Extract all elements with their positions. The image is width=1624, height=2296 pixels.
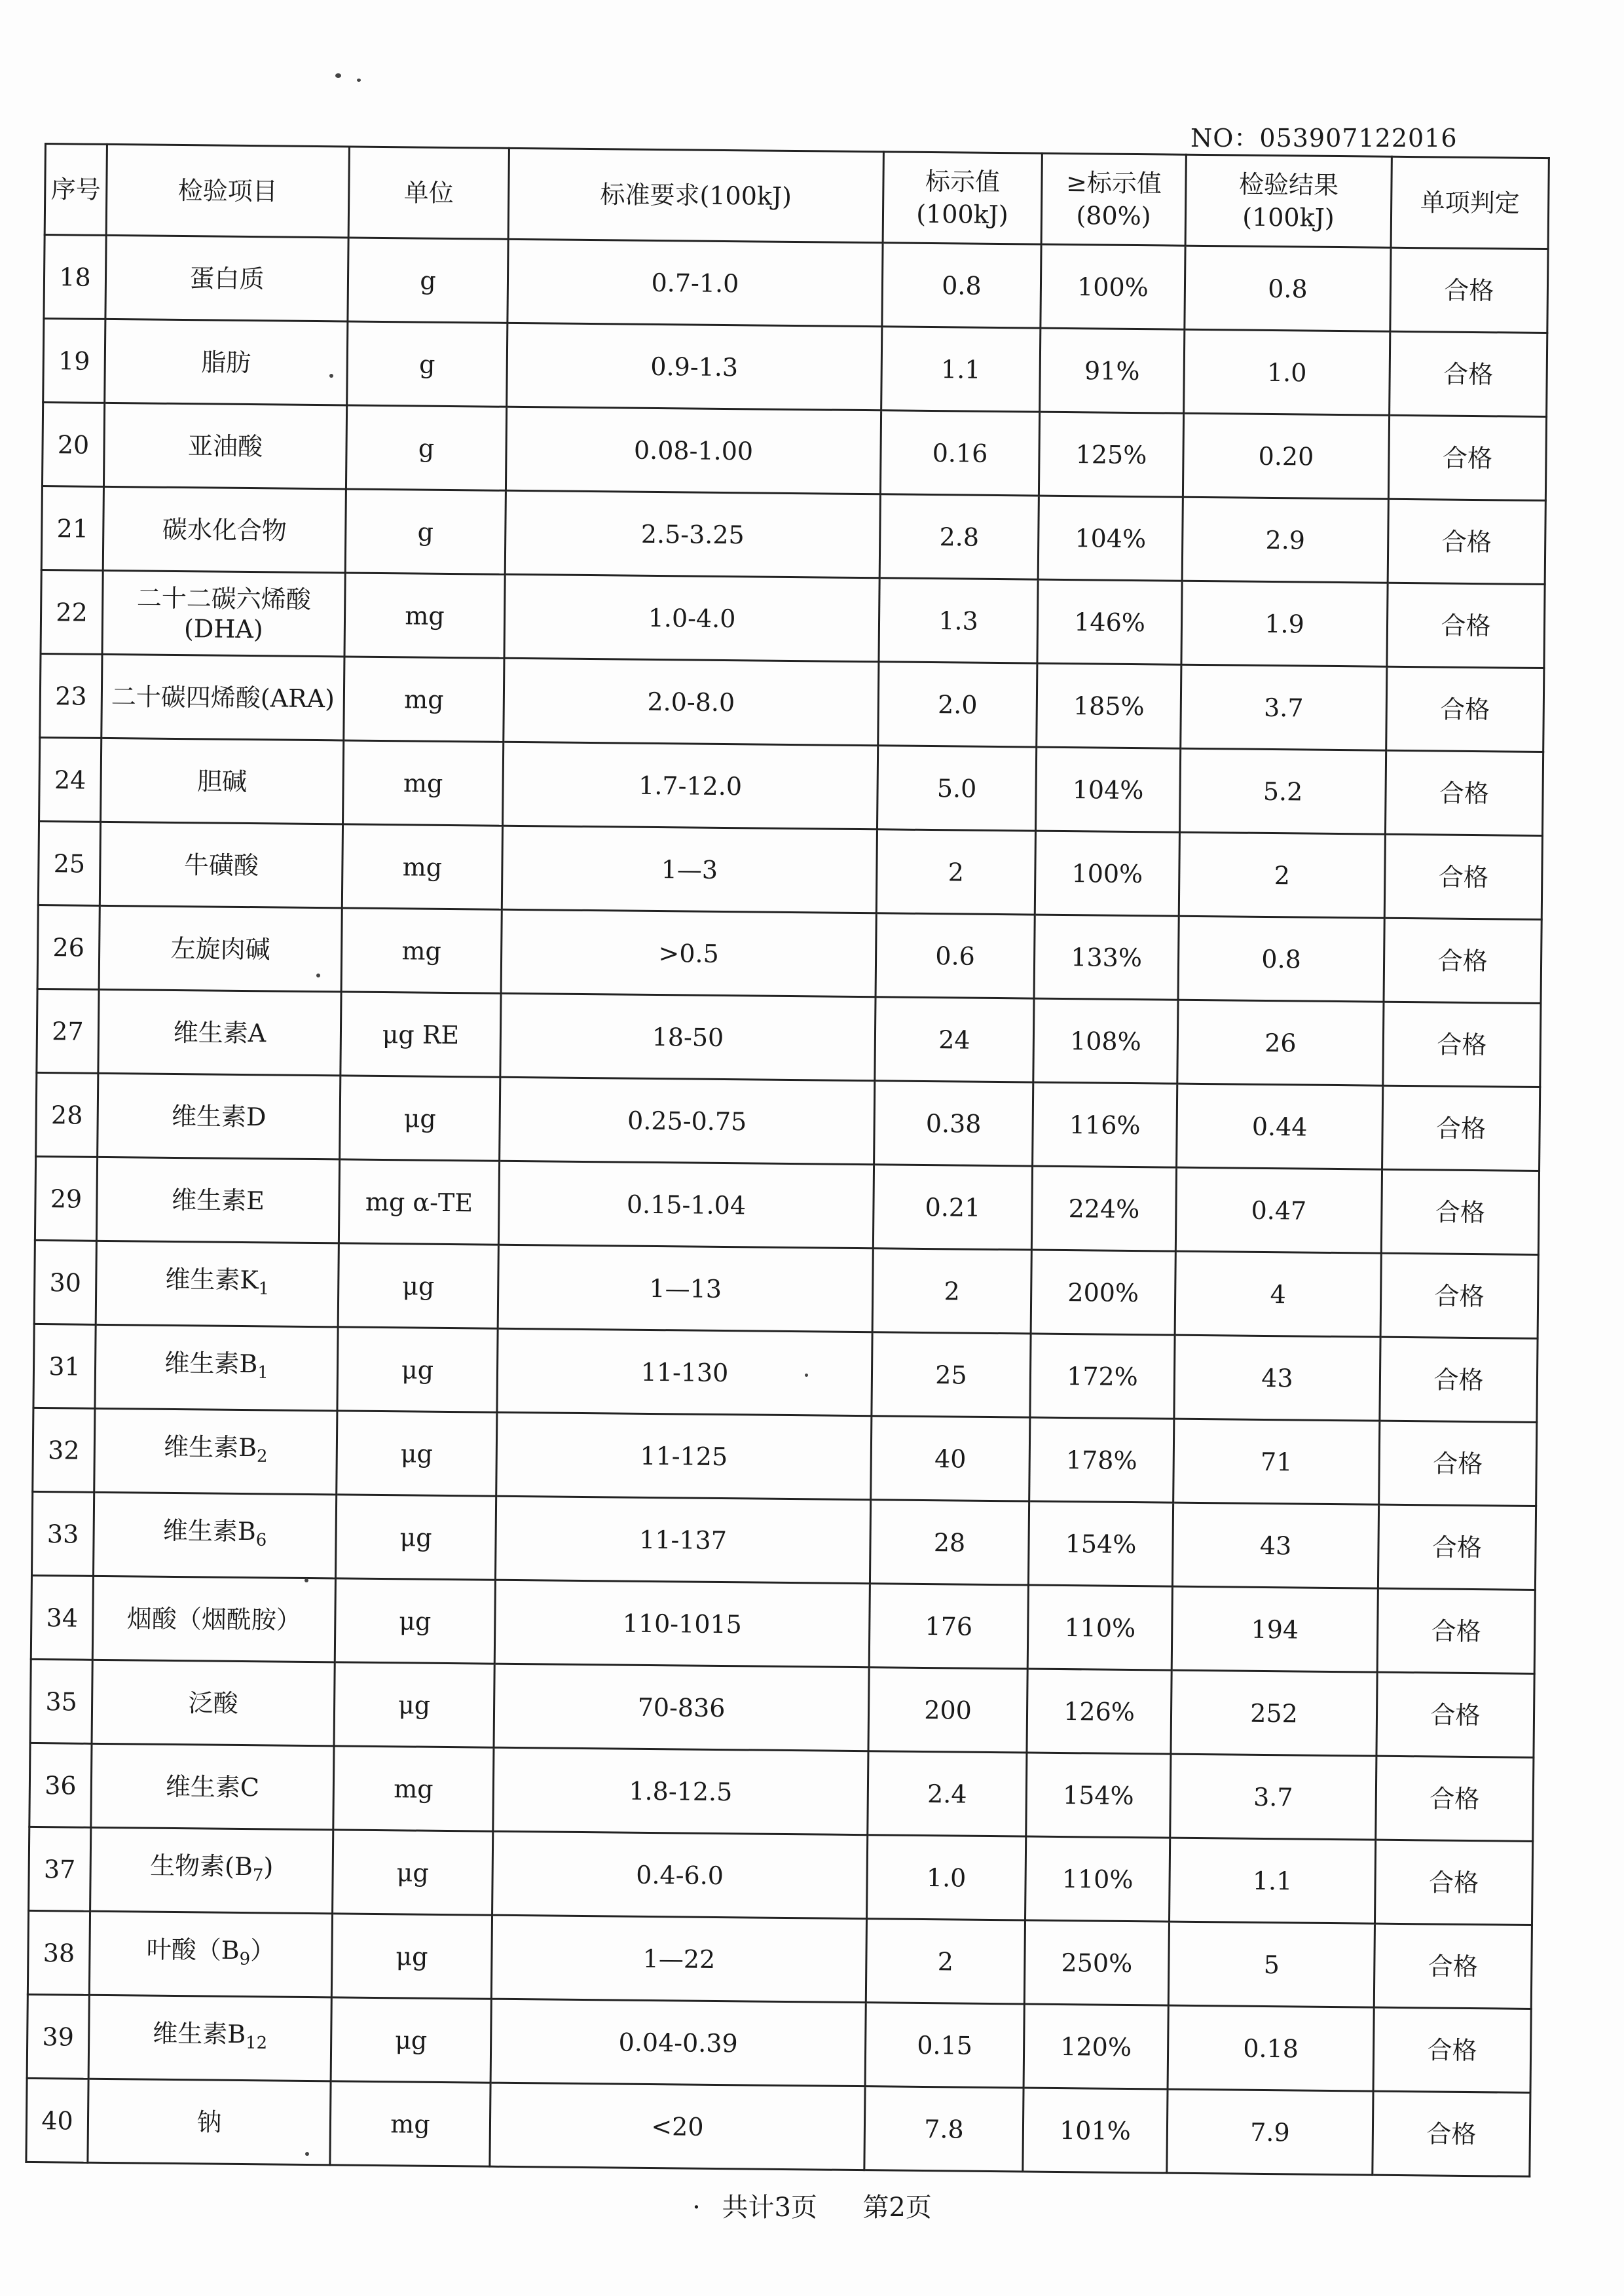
item-name: 胆碱 xyxy=(196,766,248,796)
item-name-line2: (DHA) xyxy=(183,613,263,644)
cell-item xyxy=(100,822,342,908)
cell-judgement: 合格 xyxy=(1390,331,1547,416)
cell-unit: g xyxy=(345,489,506,574)
cell-percent: 250% xyxy=(1024,1920,1169,2005)
cell-standard: 0.9-1.3 xyxy=(507,323,882,410)
cell-result: 1.0 xyxy=(1184,329,1390,415)
cell-unit: mg xyxy=(341,908,502,993)
cell-judgement: 合格 xyxy=(1390,247,1548,333)
table-header-row xyxy=(45,144,1549,249)
cell-unit: mg xyxy=(342,824,502,909)
cell-label-value: 2.8 xyxy=(879,494,1039,579)
cell-result: 0.8 xyxy=(1185,246,1391,331)
cell-item xyxy=(91,1743,334,1830)
cell-seq: 27 xyxy=(37,989,99,1073)
cell-standard: 0.04-0.39 xyxy=(490,1999,866,2086)
cell-item xyxy=(98,1073,341,1159)
cell-result: 7.9 xyxy=(1167,2089,1373,2175)
cell-unit: μg xyxy=(335,1578,495,1664)
cell-percent: 100% xyxy=(1035,831,1179,916)
cell-judgement: 合格 xyxy=(1374,1923,1532,2009)
cell-result: 0.47 xyxy=(1175,1167,1382,1253)
cell-label-value: 7.8 xyxy=(864,2086,1024,2172)
cell-item xyxy=(90,1827,333,1914)
cell-standard: <20 xyxy=(490,2083,865,2170)
item-subscript: 9 xyxy=(239,1949,251,1969)
cell-standard: 70-836 xyxy=(494,1664,869,1751)
cell-seq: 26 xyxy=(37,905,100,989)
cell-label-value: 1.3 xyxy=(879,578,1038,663)
cell-result: 3.7 xyxy=(1170,1754,1376,1840)
table-row xyxy=(35,1156,1539,1254)
cell-seq: 31 xyxy=(33,1324,96,1408)
cell-judgement: 合格 xyxy=(1377,1588,1535,1673)
cell-result: 0.8 xyxy=(1178,916,1384,1002)
cell-unit: μg xyxy=(340,1076,500,1161)
cell-percent: 200% xyxy=(1031,1250,1175,1335)
scan-speck xyxy=(335,73,341,78)
item-name: 维生素B xyxy=(164,1348,258,1378)
table-row xyxy=(37,905,1541,1003)
cell-percent: 104% xyxy=(1038,496,1183,581)
cell-label-value: 2.0 xyxy=(878,662,1037,747)
item-name: 蛋白质 xyxy=(189,263,265,293)
cell-label-value: 5.0 xyxy=(877,746,1036,831)
cell-seq: 39 xyxy=(27,1994,89,2079)
cell-result: 43 xyxy=(1174,1335,1380,1421)
cell-item xyxy=(105,235,348,321)
cell-judgement: 合格 xyxy=(1385,750,1543,835)
item-name: 维生素C xyxy=(165,1772,260,1802)
header-label-value-line2: (100kJ) xyxy=(916,199,1008,230)
cell-label-value: 25 xyxy=(872,1332,1031,1417)
cell-standard: 2.0-8.0 xyxy=(504,658,879,745)
cell-judgement: 合格 xyxy=(1388,499,1545,584)
cell-unit: mg α-TE xyxy=(339,1159,499,1245)
item-name: 牛磺酸 xyxy=(183,850,259,880)
cell-seq: 35 xyxy=(30,1659,92,1743)
cell-standard: 11-130 xyxy=(497,1328,872,1415)
cell-unit: mg xyxy=(344,573,505,658)
cell-item xyxy=(103,486,346,573)
cell-label-value: 2 xyxy=(866,1919,1025,2004)
header-result-line2: (100kJ) xyxy=(1242,202,1335,232)
table-row xyxy=(28,1910,1532,2009)
cell-label-value: 24 xyxy=(875,997,1034,1082)
table-row xyxy=(31,1575,1535,1673)
cell-judgement: 合格 xyxy=(1373,2007,1531,2092)
cell-judgement: 合格 xyxy=(1376,1756,1534,1841)
cell-percent: 126% xyxy=(1027,1669,1172,1754)
cell-label-value: 0.8 xyxy=(882,243,1041,328)
table-row xyxy=(42,402,1546,500)
item-name: 叶酸（B xyxy=(146,1935,240,1965)
item-subscript: 1 xyxy=(257,1362,268,1383)
cell-judgement: 合格 xyxy=(1379,1421,1537,1506)
cell-label-value: 2 xyxy=(876,829,1035,915)
item-name: 维生素B xyxy=(163,1432,257,1462)
cell-standard: 1.0-4.0 xyxy=(504,574,879,661)
cell-percent: 101% xyxy=(1023,2088,1168,2173)
cell-item xyxy=(101,654,344,740)
item-subscript: 1 xyxy=(258,1279,270,1299)
item-name: 脂肪 xyxy=(201,347,251,377)
scan-speck xyxy=(316,974,320,977)
cell-result: 1.9 xyxy=(1181,581,1388,666)
page-footer xyxy=(0,2187,1624,2224)
cell-seq: 28 xyxy=(36,1072,98,1157)
item-name: 泛酸 xyxy=(188,1688,238,1718)
scan-speck xyxy=(304,1578,308,1582)
header-result xyxy=(1185,155,1392,247)
cell-unit: mg xyxy=(330,2081,490,2166)
cell-label-value: 1.1 xyxy=(881,327,1041,412)
cell-seq: 36 xyxy=(29,1743,92,1827)
cell-item xyxy=(93,1492,336,1578)
cell-percent: 154% xyxy=(1026,1753,1171,1838)
cell-item xyxy=(92,1660,335,1746)
cell-label-value: 28 xyxy=(870,1500,1029,1585)
cell-unit: μg xyxy=(335,1495,496,1580)
header-label-value xyxy=(883,152,1042,244)
cell-item xyxy=(103,403,346,489)
cell-judgement: 合格 xyxy=(1383,1002,1541,1087)
cell-result: 5 xyxy=(1168,1922,1375,2007)
cell-seq: 32 xyxy=(33,1408,95,1492)
item-name: 维生素B xyxy=(162,1516,257,1546)
cell-percent: 146% xyxy=(1037,579,1182,665)
cell-percent: 110% xyxy=(1025,1836,1170,1922)
item-name-tail: ） xyxy=(250,1935,276,1965)
item-name: 维生素K xyxy=(165,1264,259,1294)
scan-speck xyxy=(305,2152,309,2156)
item-name: 碳水化合物 xyxy=(162,515,287,545)
cell-judgement: 合格 xyxy=(1388,415,1546,500)
item-name: 维生素E xyxy=(171,1185,265,1215)
cell-judgement: 合格 xyxy=(1384,834,1542,919)
cell-judgement: 合格 xyxy=(1375,1840,1532,1925)
scan-speck xyxy=(357,79,361,82)
cell-standard: 11-125 xyxy=(496,1412,872,1499)
cell-judgement: 合格 xyxy=(1386,666,1544,752)
cell-item xyxy=(102,570,345,657)
cell-seq: 34 xyxy=(31,1575,93,1660)
header-unit: 单位 xyxy=(348,147,509,239)
item-name-tail: ) xyxy=(263,1852,274,1882)
cell-result: 1.1 xyxy=(1169,1838,1375,1923)
table-row xyxy=(40,653,1544,752)
table-row xyxy=(39,737,1543,835)
cell-seq: 33 xyxy=(31,1491,94,1576)
cell-label-value: 1.0 xyxy=(867,1835,1026,1920)
cell-seq: 30 xyxy=(34,1240,96,1324)
cell-item xyxy=(92,1576,335,1662)
cell-seq: 37 xyxy=(29,1827,91,1911)
cell-label-value: 0.16 xyxy=(880,410,1039,496)
item-subscript: 12 xyxy=(245,2033,268,2053)
cell-percent: 172% xyxy=(1030,1334,1175,1419)
table-row xyxy=(31,1491,1536,1590)
table-row xyxy=(27,1994,1531,2092)
table-row xyxy=(29,1743,1534,1841)
cell-label-value: 0.6 xyxy=(876,913,1035,998)
cell-percent: 104% xyxy=(1035,747,1180,832)
cell-seq: 24 xyxy=(39,737,101,822)
item-name: 二十二碳六烯酸 xyxy=(136,583,312,614)
cell-unit: mg xyxy=(333,1746,494,1831)
cell-percent: 133% xyxy=(1034,915,1179,1000)
cell-percent: 120% xyxy=(1024,2004,1168,2089)
cell-item xyxy=(96,1241,339,1327)
footer-total-pages: 共计3页 xyxy=(722,2193,817,2223)
cell-standard: 18-50 xyxy=(500,993,876,1080)
cell-label-value: 0.38 xyxy=(874,1081,1033,1166)
cell-item xyxy=(101,738,344,824)
cell-seq: 25 xyxy=(38,821,100,905)
table-row xyxy=(38,821,1542,919)
cell-percent: 224% xyxy=(1031,1166,1176,1251)
header-seq: 序号 xyxy=(45,144,107,236)
cell-percent: 125% xyxy=(1039,412,1183,497)
cell-seq: 20 xyxy=(42,402,104,486)
cell-seq: 40 xyxy=(26,2078,88,2162)
cell-standard: 0.08-1.00 xyxy=(506,407,881,494)
cell-judgement: 合格 xyxy=(1376,1672,1534,1757)
inspection-table-wrapper xyxy=(25,143,1548,2178)
cell-unit: μg xyxy=(337,1327,498,1412)
cell-result: 2 xyxy=(1179,832,1385,918)
cell-standard: 0.4-6.0 xyxy=(492,1831,868,1918)
cell-unit: mg xyxy=(343,740,504,826)
cell-percent: 108% xyxy=(1033,998,1178,1084)
header-percent xyxy=(1041,153,1186,246)
item-name: 二十碳四烯酸(ARA) xyxy=(111,682,335,713)
cell-percent: 91% xyxy=(1040,328,1185,413)
cell-item xyxy=(95,1324,338,1411)
cell-label-value: 0.15 xyxy=(865,2003,1024,2088)
cell-standard: 2.5-3.25 xyxy=(505,490,880,577)
table-row xyxy=(37,989,1541,1087)
table-row xyxy=(26,2078,1530,2176)
cell-result: 5.2 xyxy=(1179,748,1386,834)
cell-item xyxy=(99,905,342,992)
cell-percent: 116% xyxy=(1033,1082,1177,1167)
item-name: 烟酸（烟酰胺） xyxy=(126,1603,302,1635)
item-name: 维生素B xyxy=(153,2018,246,2049)
cell-standard: 0.15-1.04 xyxy=(498,1161,874,1248)
cell-result: 0.44 xyxy=(1177,1084,1383,1169)
cell-item xyxy=(98,989,341,1076)
cell-standard: 1—13 xyxy=(498,1245,873,1332)
cell-label-value: 176 xyxy=(869,1584,1028,1669)
cell-percent: 100% xyxy=(1041,244,1185,329)
item-subscript: 2 xyxy=(256,1446,268,1467)
cell-item xyxy=(105,319,348,405)
cell-unit: μg xyxy=(337,1411,497,1496)
cell-judgement: 合格 xyxy=(1384,918,1541,1003)
item-subscript: 6 xyxy=(255,1530,267,1550)
cell-unit: g xyxy=(347,321,507,407)
cell-seq: 21 xyxy=(41,486,103,570)
cell-standard: 11-137 xyxy=(495,1496,870,1583)
inspection-table xyxy=(25,143,1550,2178)
header-judgement: 单项判定 xyxy=(1391,156,1549,249)
header-percent-line2: (80%) xyxy=(1076,201,1151,231)
item-name: 维生素D xyxy=(171,1101,267,1131)
cell-seq: 19 xyxy=(43,319,105,403)
cell-result: 0.20 xyxy=(1183,413,1389,499)
cell-standard: >0.5 xyxy=(501,909,876,996)
cell-seq: 22 xyxy=(41,570,103,654)
table-row xyxy=(30,1659,1534,1757)
cell-judgement: 合格 xyxy=(1387,583,1545,668)
cell-label-value: 2.4 xyxy=(868,1751,1027,1836)
header-result-line1: 检验结果 xyxy=(1238,170,1339,200)
header-percent-line1: ≥标示值 xyxy=(1065,168,1162,198)
cell-label-value: 200 xyxy=(868,1667,1027,1753)
cell-unit: μg xyxy=(333,1830,493,1915)
cell-item xyxy=(88,1995,331,2081)
cell-result: 2.9 xyxy=(1182,497,1388,583)
cell-standard: 0.25-0.75 xyxy=(500,1077,875,1164)
cell-result: 0.18 xyxy=(1168,2005,1374,2091)
header-item: 检验项目 xyxy=(106,144,349,238)
table-row xyxy=(43,319,1547,417)
footer-current-page: 第2页 xyxy=(862,2193,932,2223)
cell-unit: mg xyxy=(344,657,504,742)
cell-seq: 18 xyxy=(44,235,106,319)
cell-percent: 154% xyxy=(1028,1501,1173,1586)
item-subscript: 7 xyxy=(252,1865,264,1886)
cell-item xyxy=(88,2079,331,2165)
table-row xyxy=(33,1408,1537,1506)
table-row xyxy=(41,570,1545,668)
cell-result: 3.7 xyxy=(1181,665,1387,750)
cell-label-value: 2 xyxy=(872,1248,1031,1334)
cell-standard: 1—3 xyxy=(502,826,877,913)
cell-judgement: 合格 xyxy=(1382,1085,1540,1171)
scan-speck xyxy=(805,1374,808,1377)
cell-percent: 178% xyxy=(1029,1417,1174,1503)
cell-standard: 1—22 xyxy=(491,1915,866,2002)
cell-unit: μg xyxy=(331,1914,492,1999)
cell-result: 71 xyxy=(1173,1419,1380,1504)
cell-unit: μg RE xyxy=(341,992,501,1077)
cell-judgement: 合格 xyxy=(1380,1253,1538,1338)
cell-judgement: 合格 xyxy=(1373,2091,1530,2176)
item-name: 维生素A xyxy=(173,1017,267,1048)
header-label-value-line1: 标示值 xyxy=(925,166,1001,197)
cell-unit: g xyxy=(348,238,508,323)
scan-speck xyxy=(329,374,333,378)
cell-unit: g xyxy=(346,405,506,490)
table-row xyxy=(36,1072,1540,1171)
cell-unit: μg xyxy=(334,1662,494,1747)
cell-result: 4 xyxy=(1175,1251,1381,1337)
item-name: 亚油酸 xyxy=(187,431,263,461)
cell-judgement: 合格 xyxy=(1381,1169,1539,1254)
cell-judgement: 合格 xyxy=(1378,1504,1536,1590)
cell-item xyxy=(96,1157,339,1243)
item-name: 生物素(B xyxy=(149,1851,253,1881)
cell-result: 194 xyxy=(1172,1586,1378,1672)
header-standard: 标准要求(100kJ) xyxy=(508,148,883,242)
cell-unit: μg xyxy=(331,1997,491,2083)
item-name: 左旋肉碱 xyxy=(170,934,270,964)
table-row xyxy=(33,1324,1538,1422)
cell-seq: 23 xyxy=(40,653,102,738)
cell-result: 252 xyxy=(1171,1670,1377,1756)
table-row xyxy=(34,1240,1538,1338)
cell-unit: μg xyxy=(338,1243,498,1328)
item-name: 钠 xyxy=(196,2107,222,2137)
table-row xyxy=(29,1827,1533,1925)
cell-label-value: 40 xyxy=(871,1416,1030,1501)
cell-result: 26 xyxy=(1177,1000,1384,1085)
cell-percent: 185% xyxy=(1037,663,1181,748)
cell-seq: 38 xyxy=(28,1910,90,1995)
table-row xyxy=(44,235,1548,333)
cell-percent: 110% xyxy=(1027,1585,1172,1670)
cell-standard: 1.7-12.0 xyxy=(503,742,878,829)
cell-result: 43 xyxy=(1172,1503,1378,1588)
cell-label-value: 0.21 xyxy=(873,1165,1032,1250)
cell-judgement: 合格 xyxy=(1380,1337,1538,1422)
cell-item xyxy=(94,1408,337,1495)
cell-standard: 1.8-12.5 xyxy=(493,1747,868,1834)
footer-bullet: · xyxy=(692,2193,701,2223)
report-number: NO：053907122016 xyxy=(1190,124,1458,153)
cell-standard: 110-1015 xyxy=(494,1580,870,1667)
cell-seq: 29 xyxy=(35,1156,97,1241)
table-body xyxy=(26,235,1548,2177)
cell-item xyxy=(89,1911,332,1997)
table-row xyxy=(41,486,1545,584)
cell-standard: 0.7-1.0 xyxy=(507,239,883,326)
